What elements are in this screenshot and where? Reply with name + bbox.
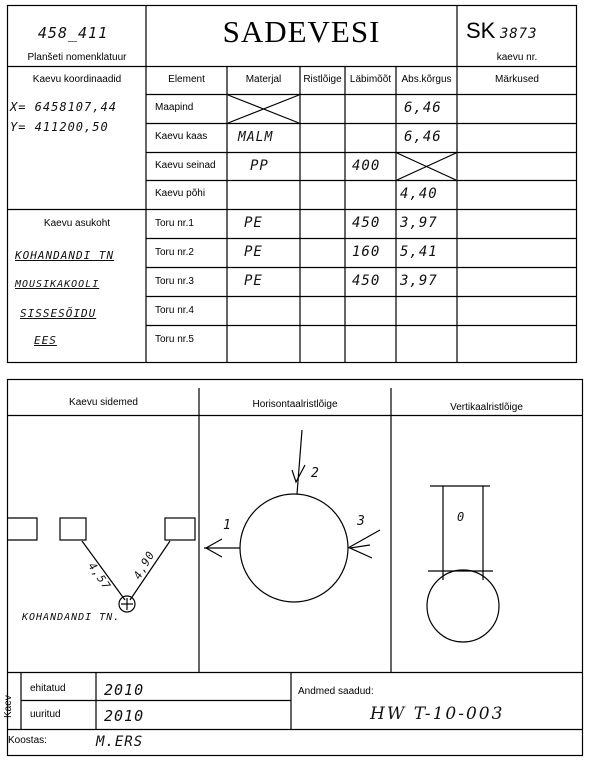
row-element-kaevu-seinad: Kaevu seinad <box>155 160 216 171</box>
row-element-toru-4: Toru nr.4 <box>155 305 194 316</box>
col-header-remarks: Märkused <box>495 74 539 85</box>
row-diameter-toru-2: 160 <box>352 244 381 260</box>
built-value: 2010 <box>104 681 145 699</box>
row-material-kaevu-seinad: PP <box>250 158 269 174</box>
row-diameter-toru-3: 450 <box>352 273 381 289</box>
col-header-diameter: Läbimõõt <box>349 74 392 85</box>
row-material-toru-2: PE <box>244 244 263 260</box>
row-diameter-toru-1: 450 <box>352 215 381 231</box>
row-element-maapind: Maapind <box>155 102 194 113</box>
well-no-label: kaevu nr. <box>496 52 538 63</box>
horizontal-section-label: Horisontaalristlõige <box>252 399 338 410</box>
row-material-kaevu-kaas: MALM <box>238 130 274 145</box>
row-element-toru-2: Toru nr.2 <box>155 247 194 258</box>
source-label: Andmed saadud: <box>298 686 374 697</box>
surveyed-label: uuritud <box>30 709 61 720</box>
pipe-1-label: 1 <box>223 518 232 533</box>
coordinate-y: Y= 411200,50 <box>10 120 109 134</box>
nomenclature-value: 458_411 <box>37 24 109 42</box>
vertical-section-label: Vertikaalristlõige <box>450 402 523 413</box>
location-line-3: SISSESÕIDU <box>20 307 97 320</box>
row-height-maapind: 6,46 <box>404 100 442 116</box>
pipe-2-label: 2 <box>311 466 320 481</box>
row-height-kaevu-kaas: 6,46 <box>404 129 442 145</box>
row-material-toru-3: PE <box>244 273 263 289</box>
col-header-element: Element <box>168 74 205 85</box>
row-element-toru-1: Toru nr.1 <box>155 218 194 229</box>
pipe-3-label: 3 <box>357 514 366 529</box>
row-element-toru-5: Toru nr.5 <box>155 334 194 345</box>
row-element-toru-3: Toru nr.3 <box>155 276 194 287</box>
location-line-4: EES <box>34 334 57 347</box>
coordinates-label: Kaevu koordinaadid <box>32 74 122 85</box>
distance-left: 4,57 <box>85 560 114 593</box>
col-header-height: Abs.kõrgus <box>401 74 452 85</box>
footer-side-label: Kaev <box>3 695 14 718</box>
sk-number: 3873 <box>499 26 538 42</box>
sk-number-group <box>466 18 576 44</box>
row-height-toru-1: 3,97 <box>400 215 438 231</box>
location-label: Kaevu asukoht <box>43 218 111 229</box>
row-material-toru-1: PE <box>244 215 263 231</box>
row-element-kaevu-pohi: Kaevu põhi <box>155 188 206 199</box>
row-element-kaevu-kaas: Kaevu kaas <box>155 131 208 142</box>
ties-label: Kaevu sidemed <box>69 397 138 408</box>
location-line-1: KOHANDANDI TN <box>15 249 115 262</box>
distance-right: 4,90 <box>131 548 158 582</box>
coordinate-x: X= 6458107,44 <box>10 100 117 114</box>
source-value: HW T-10-003 <box>370 704 505 724</box>
built-label: ehitatud <box>30 683 66 694</box>
compiled-label: Koostas: <box>8 735 47 746</box>
vertical-mark: 0 <box>457 510 466 524</box>
surveyed-value: 2010 <box>104 707 145 725</box>
compiled-value: M.ERS <box>96 734 144 750</box>
page-title: SADEVESI <box>222 14 381 49</box>
location-line-2: MOUSIKAKOOLI <box>15 279 100 290</box>
street-label: KOHANDANDI TN. <box>22 612 121 623</box>
row-height-kaevu-pohi: 4,40 <box>400 186 438 202</box>
row-height-toru-2: 5,41 <box>400 244 438 260</box>
col-header-section: Ristlõige <box>303 74 342 85</box>
row-diameter-kaevu-seinad: 400 <box>352 158 381 174</box>
row-height-toru-3: 3,97 <box>400 273 438 289</box>
nomenclature-label: Planšeti nomenklatuur <box>27 52 127 63</box>
col-header-material: Materjal <box>245 74 282 85</box>
sk-prefix: SK <box>466 18 496 43</box>
